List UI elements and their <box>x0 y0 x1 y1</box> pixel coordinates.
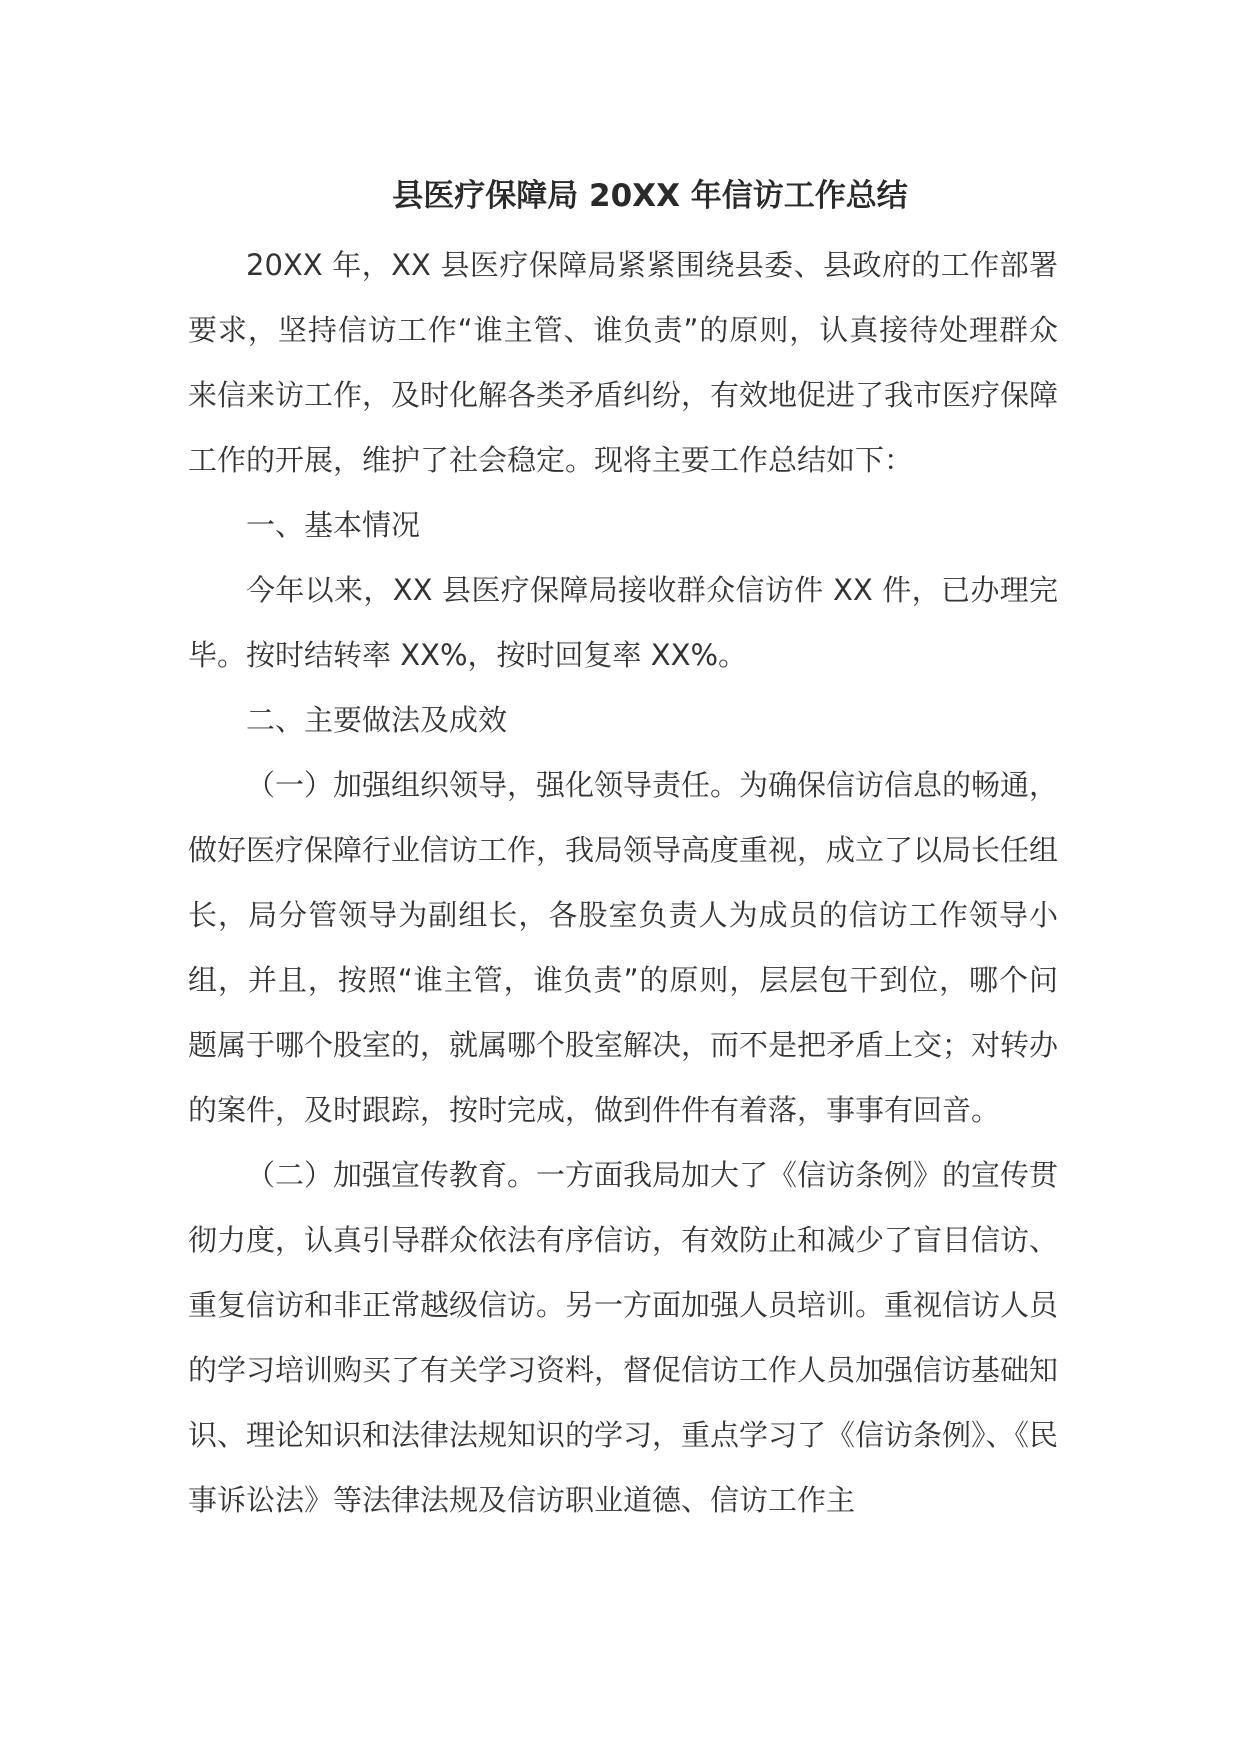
section-heading-basic-situation: 一、基本情况 <box>246 508 421 542</box>
document-title: 县医疗保障局 20XX 年信访工作总结 <box>392 178 908 214</box>
paragraph-publicity-education: （二）加强宣传教育。一方面我局加大了《信访条例》的宣传贯彻力度，认真引导群众依法有序信访，有效防止和减少了盲目信访、重复信访和非正常越级信访。另一方面加强人员培训。重视信访人员的学习培训购买了有关学习资料，督促信访工作人员加强信访基础知识、理论知识和法律法规知识的学习，重点学习了《信访条例》、《民事诉讼法》等法律法规及信访职业道德、信访工作主 <box>188 1158 1059 1517</box>
paragraph-organization-leadership: （一）加强组织领导，强化领导责任。为确保信访信息的畅通，做好医疗保障行业信访工作，我局领导高度重视，成立了以局长任组长，局分管领导为副组长，各股室负责人为成员的信访工作领导小组，并且，按照“谁主管，谁负责”的原则，层层包干到位，哪个问题属于哪个股室的，就属哪个股室解决，而不是把矛盾上交；对转办的案件，及时跟踪，按时完成，做到件件有着落，事事有回音。 <box>188 768 1059 1127</box>
paragraph-intro: 20XX 年，XX 县医疗保障局紧紧围绕县委、县政府的工作部署要求，坚持信访工作“谁主管、谁负责”的原则，认真接待处理群众来信来访工作，及时化解各类矛盾纠纷，有效地促进了我市医疗保障工作的开展，维护了社会稳定。现将主要工作总结如下： <box>188 248 1059 477</box>
section-heading-main-practices: 二、主要做法及成效 <box>246 703 508 737</box>
document-body <box>188 233 1058 1533</box>
paragraph-basic-situation: 今年以来，XX 县医疗保障局接收群众信访件 XX 件，已办理完毕。按时结转率 XX%，按时回复率 XX%。 <box>188 573 1058 672</box>
